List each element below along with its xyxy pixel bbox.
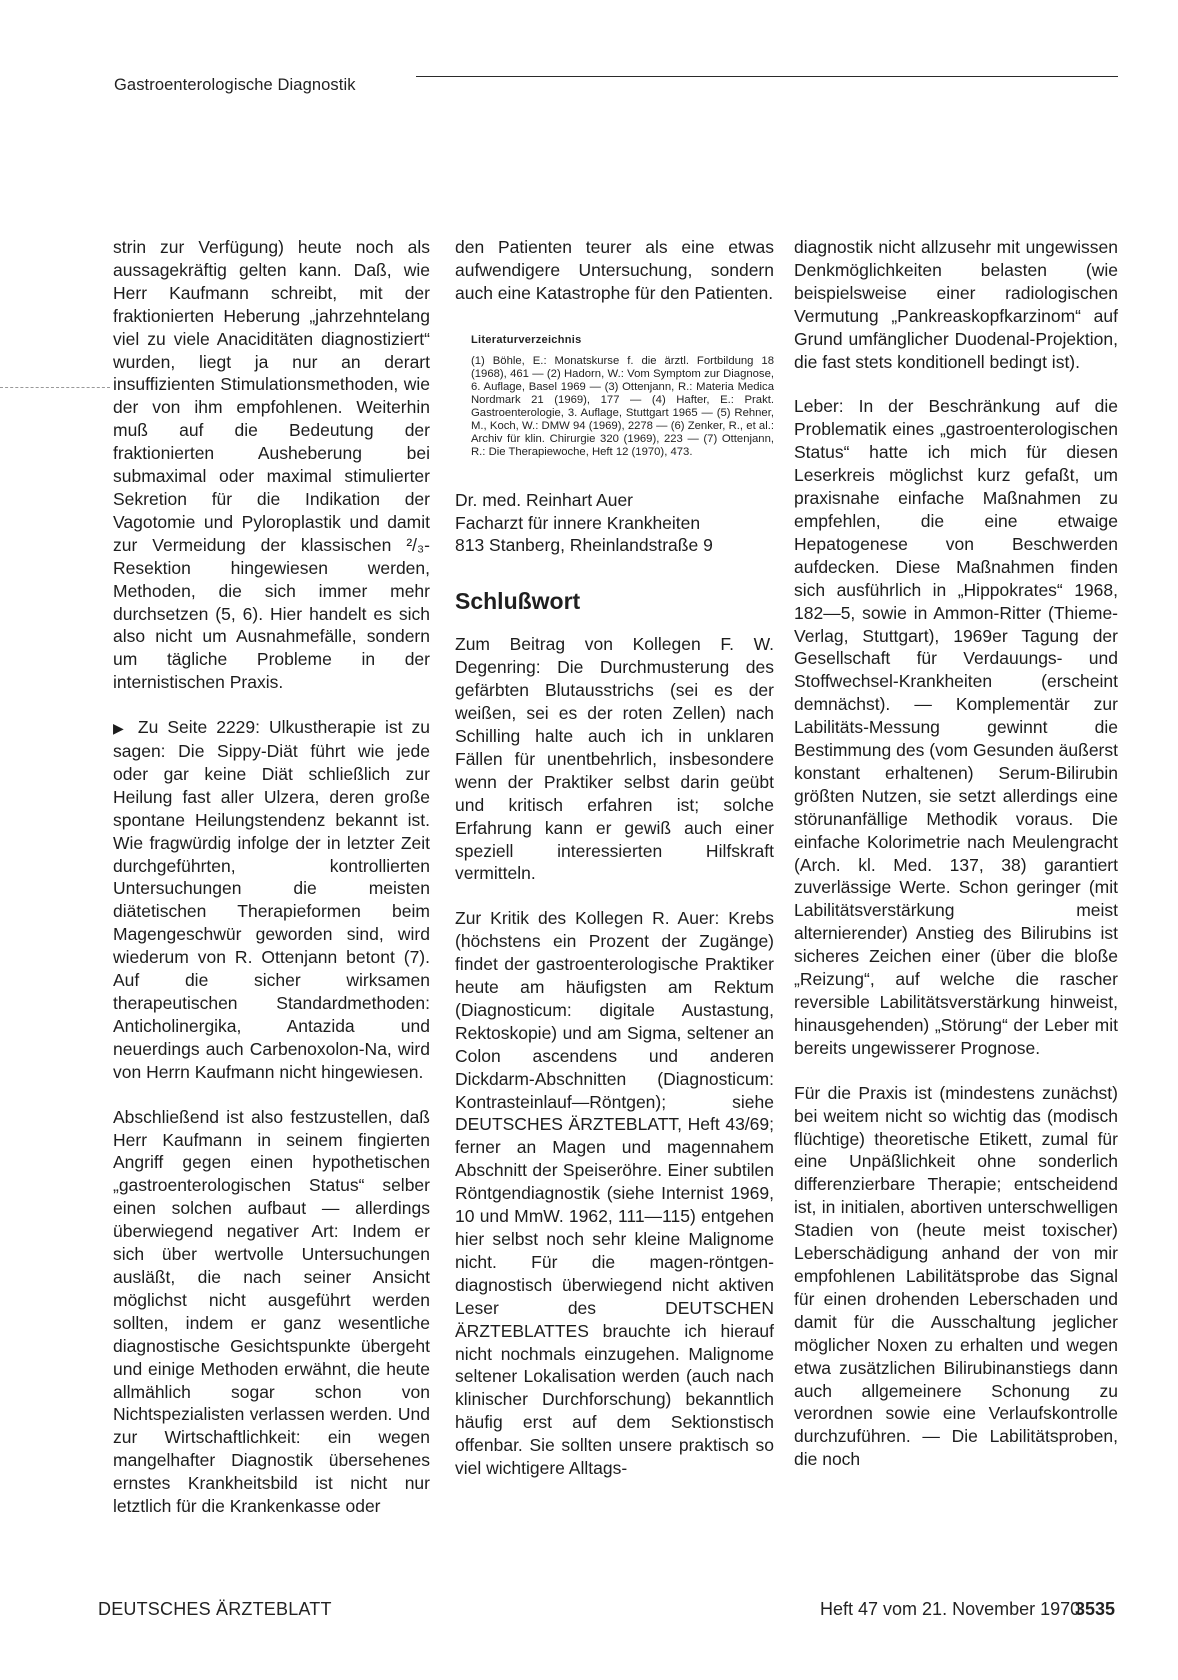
footer-journal: DEUTSCHES ÄRZTEBLATT (98, 1599, 332, 1619)
column-1 (113, 236, 430, 1518)
column3-paragraph-2: Leber: In der Beschränkung auf die Problematik eines „gastroenterologischen Status“ hatte ich mich für diesen Leserkreis möglichst kurz gefaßt, um praxisnahe einfache Maßnahmen zu empfehlen, die eine etwaige Hepatogenese von Beschwerden aufdecken. Diese Maßnahmen finden sich ausführlich in „Hippokrates“ 1968, 182—5, sowie in Ammon-Ritter (Thieme-Verlag, Stuttgart), 1969er Tagung der Gesellschaft für Verdauungs- und Stoffwechsel-Krankheiten (erscheint demnächst). — Komplementär zur Labilitäts-Messung gewinnt die Bestimmung des (vom Gesunden äußerst konstant erhaltenen) Serum-Bilirubin größten Nutzen, sie setzt allerdings eine störunanfällige Methodik voraus. Die einfache Kolorimetrie nach Meulengracht (Arch. kl. Med. 137, 38) garantiert zuverlässige Werte. Schon geringer (mit Labilitätsverstärkung meist alternierender) Anstieg des Bilirubins ist sicheres Zeichen einer (über die bloße „Reizung“, auf welche die rascher reversible Labilitätsverstärkung hinweist, hinausgehenden) „Störung“ der Leber mit bereits ungewisserer Prognose. (794, 396, 1118, 1058)
author-title: Facharzt für innere Krankheiten (455, 512, 701, 533)
column1-paragraph-2-text: Zu Seite 2229: Ulkustherapie ist zu sagen: Die Sippy-Diät führt wie jede oder gar keine Diät schließlich zur Heilung fast aller Ulzera, deren große spontane Heilungstendenz bekannt ist. Wie fragwürdig infolge der in letzter Zeit durchgeführten, kontrollierten Untersuchungen die meisten diätetischen Therapieformen beim Magengeschwür geworden sind, wird wiederum von R. Ottenjann betont (7). Auf die sicher wirksamen therapeutischen Standardmethoden: Anticholinergika, Antazida und neuerdings auch Carbenoxolon-Na, wird von Herrn Kaufmann nicht hingewiesen. (113, 717, 430, 1082)
margin-mark (0, 387, 110, 388)
column2-paragraph-3: Zur Kritik des Kollegen R. Auer: Krebs (höchstens ein Prozent der Zugänge) findet der gastroenterologische Praktiker heute am häufigsten am Rektum (Diagnosticum: digitale Austastung, Rektoskopie) und am Sigma, seltener an Colon ascendens und anderen Dickdarm-Abschnitten (Diagnosticum: Kontrasteinlauf—Röntgen); siehe DEUTSCHES ÄRZTEBLATT, Heft 43/69; ferner an Magen und magennahem Abschnitt der Speiseröhre. Einer subtilen Röntgendiagnostik (siehe Internist 1969, 10 und MmW. 1962, 111—115) entgehen hier selbst noch sehr kleine Malignome nicht. Für die magen-röntgen-diagnostisch überwiegend nicht aktiven Leser des DEUTSCHEN ÄRZTEBLATTES brauchte ich hierauf nicht nochmals einzugehen. Malignome seltener Lokalisation werden (auch nach klinischer Durchforschung) bekanntlich häufig erst auf dem Sektionstisch offenbar. Sie sollten unsere praktisch so viel wichtigere Alltags- (455, 908, 774, 1479)
author-name: Dr. med. Reinhart Auer (455, 489, 633, 510)
header-rule (416, 76, 1118, 77)
column3-paragraph-1: diagnostik nicht allzusehr mit ungewissen Denkmöglichkeiten belasten (wie beispielsweise einer radiologischen Vermutung „Pankreaskopfkarzinom“ auf Grund umfänglicher Duodenal-Projektion, die fast stets konditionell bedingt ist). (794, 237, 1118, 372)
author-block (455, 489, 774, 558)
page-number: 3535 (1075, 1599, 1116, 1619)
column-2 (455, 236, 774, 1480)
column3-paragraph-3: Für die Praxis ist (mindestens zunächst) bei weitem nicht so wichtig das (modisch flüchtige) theoretische Etikett, zumal für eine Unpäßlichkeit ohne sonderlich differenzierbare Therapie; entscheidend ist, in initialen, abortiven unterschwelligen Stadien von (heute meist toxischer) Leberschädigung anhand der von mir empfohlenen Labilitätsprobe das Signal für einen drohenden Leberschaden und damit für die Ausschaltung jeglicher möglicher Noxen zu erhalten und wegen etwa zusätzlichen Bilirubinanstiegs dann auch allgemeinere Schonung zu verordnen sowie eine Verlaufskontrolle durchzuführen. — Die Labilitätsproben, die noch (794, 1082, 1118, 1470)
literature-heading: Literaturverzeichnis (471, 333, 582, 346)
column2-paragraph-1: den Patienten teurer als eine etwas aufwendigere Untersuchung, sondern auch eine Katastrophe für den Patienten. (455, 237, 774, 303)
column1-paragraph-3: Abschließend ist also festzustellen, daß Herr Kaufmann in seinem fingierten Angriff gegen einen hypothetischen „gastroenterologischen Status“ selber einen solchen aufbaut — allerdings überwiegend negativer Art: Indem er sich über wertvolle Untersuchungen ausläßt, die nach seiner Ansicht möglichst nicht ausgeführt werden sollten, indem er ganz wesentliche diagnostische Gesichtspunkte übergeht und einige Methoden erwähnt, die heute allmählich sogar schon von Nichtspezialisten verlassen werden. Und zur Wirtschaftlichkeit: ein wegen mangelhafter Diagnostik übersehenes ernstes Krankheitsbild ist nicht nur letztlich für die Krankenkasse oder (113, 1106, 430, 1517)
author-address: 813 Stanberg, Rheinlandstraße 9 (455, 535, 713, 556)
running-title: Gastroenterologische Diagnostik (114, 76, 356, 94)
column1-paragraph-1: strin zur Verfügung) heute noch als aussagekräftig gelten kann. Daß, wie Herr Kaufmann schreibt, mit der fraktionierten Heberung „jahrzehntelang viel zu viele Anaciditäten diagnostiziert“ wurden, liegt ja nur an derart insuffizienten Stimulationsmethoden, wie der von ihm empfohlenen. Weiterhin muß auf die Bedeutung der fraktionierten Ausheberung bei submaximal oder maximal stimulierter Sekretion für die Indikation der Vagotomie und Pyloroplastik und damit zur Vermeidung der klassischen ²/₃-Resektion hingewiesen werden, Methoden, die sich immer mehr durchsetzen (5, 6). Hier handelt es sich also nicht um Ausnahmefälle, sondern um tägliche Probleme in der internistischen Praxis. (113, 237, 430, 693)
triangle-marker-icon: ▶ (113, 720, 128, 737)
column-3 (794, 236, 1118, 1471)
literature-list: (1) Böhle, E.: Monatskurse f. die ärztl. Fortbildung 18 (1968), 461 — (2) Hadorn, W.: Vom Symptom zur Diagnose, 6. Auflage, Basel 1969 — (3) Ottenjann, R.: Materia Medica Nordmark 21 (1969), 177 — (4) Hafter, E.: Prakt. Gastroenterologie, 3. Auflage, Stuttgart 1965 — (5) Rehner, M., Koch, W.: DMW 94 (1969), 2278 — (6) Zenker, R., et al.: Archiv für klin. Chirurgie 320 (1969), 223 — (7) Ottenjann, R.: Die Therapiewoche, Heft 12 (1970), 473. (471, 354, 774, 458)
column1-paragraph-2 (113, 716, 430, 1084)
footer-issue: Heft 47 vom 21. November 1970 (820, 1599, 1081, 1619)
section-title: Schlußwort (455, 588, 581, 615)
column2-paragraph-2: Zum Beitrag von Kollegen F. W. Degenring: Die Durchmusterung des gefärbten Blutausstrichs (sei es der weißen, sei es der roten Zellen) nach Schilling halte auch ich in unklaren Fällen für unentbehrlich, insbesondere wenn der Praktiker selbst darin geübt und kritisch erfahren ist; solche Erfahrung kann er gewiß auch einer speziell interessierten Hilfskraft vermitteln. (455, 634, 774, 884)
